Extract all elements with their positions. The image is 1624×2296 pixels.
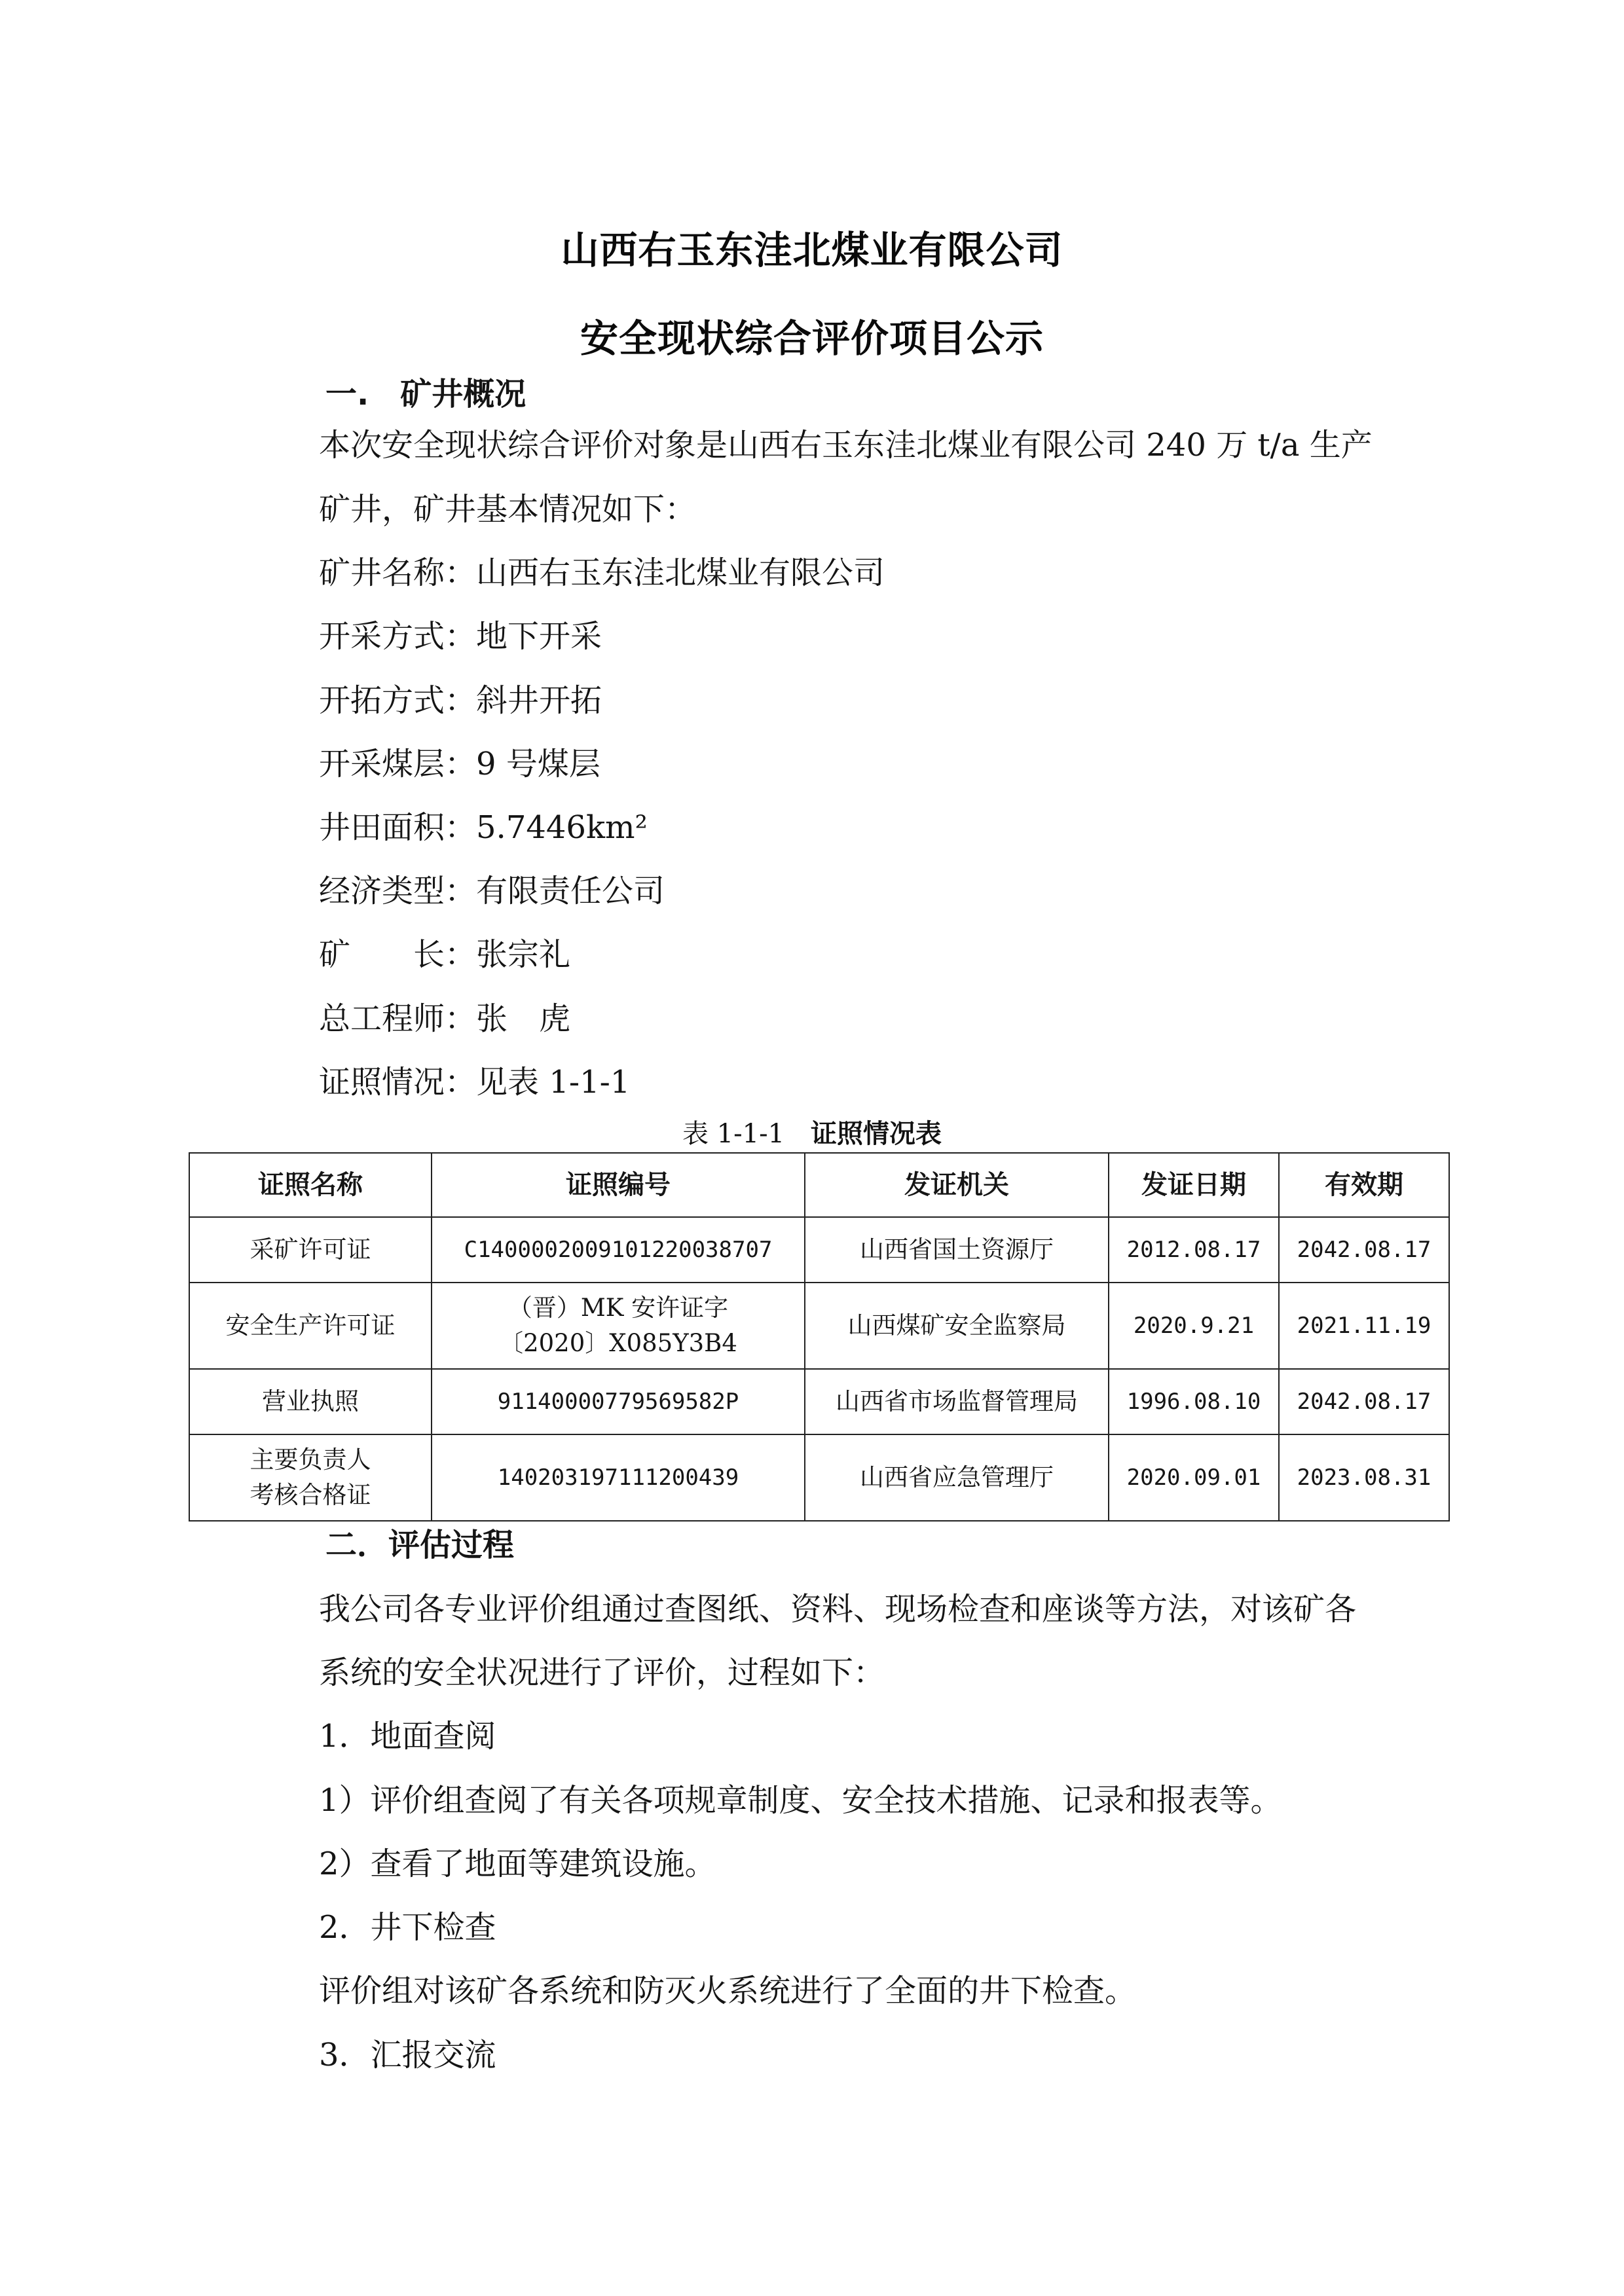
cell-license-number: 140203197111200439 <box>432 1434 805 1521</box>
field-value: 地下开采 <box>476 618 602 655</box>
cell-license-number: 91140000779569582P <box>432 1369 805 1434</box>
cell-license-name: 安全生产许可证 <box>189 1283 432 1369</box>
table-caption <box>0 1113 1624 1150</box>
field-value: 5.7446km² <box>476 809 648 846</box>
field-label: 矿井名称： <box>319 555 477 591</box>
field-mine-area <box>319 808 648 847</box>
cell-license-name: 营业执照 <box>189 1369 432 1434</box>
field-mine-name <box>319 553 885 592</box>
field-value: 张宗礼 <box>476 936 571 973</box>
cell-issuing-authority: 山西省国土资源厅 <box>805 1217 1109 1283</box>
field-label: 证照情况： <box>319 1064 477 1101</box>
cell-issuing-authority: 山西煤矿安全监察局 <box>805 1283 1109 1369</box>
header-license-name: 证照名称 <box>189 1153 432 1217</box>
cell-issue-date: 2020.9.21 <box>1109 1283 1279 1369</box>
cell-issuing-authority: 山西省应急管理厅 <box>805 1434 1109 1521</box>
item3-title: 3．汇报交流 <box>319 2037 496 2073</box>
cell-issuing-authority: 山西省市场监督管理局 <box>805 1369 1109 1434</box>
document-title: 山西右玉东洼北煤业有限公司 <box>561 228 1063 272</box>
item1-title: 1．地面查阅 <box>319 1718 496 1755</box>
field-label: 经济类型： <box>319 873 477 909</box>
table-row <box>189 1283 1449 1369</box>
field-licenses <box>319 1063 630 1102</box>
cell-issue-date: 1996.08.10 <box>1109 1369 1279 1434</box>
field-label: 开拓方式： <box>319 682 477 719</box>
field-label: 矿 长： <box>319 936 477 973</box>
field-value: 9 号煤层 <box>476 746 600 782</box>
field-coal-seam <box>319 744 600 784</box>
field-value: 山西右玉东洼北煤业有限公司 <box>476 555 885 591</box>
header-valid-until: 有效期 <box>1279 1153 1449 1217</box>
cell-valid-until: 2021.11.19 <box>1279 1283 1449 1369</box>
header-issuing-authority: 发证机关 <box>805 1153 1109 1217</box>
table-header-row <box>189 1153 1449 1217</box>
field-label: 井田面积： <box>319 809 477 846</box>
field-mine-manager <box>319 935 570 974</box>
field-label: 开采煤层： <box>319 746 477 782</box>
section1-intro-line1: 本次安全现状综合评价对象是山西右玉东洼北煤业有限公司 240 万 t/a 生产 <box>319 427 1373 464</box>
field-label: 总工程师： <box>319 1000 477 1037</box>
table-caption-title: 证照情况表 <box>811 1119 942 1149</box>
field-value: 有限责任公司 <box>476 873 665 909</box>
cell-license-name: 采矿许可证 <box>189 1217 432 1283</box>
table-caption-number: 表 1-1-1 <box>682 1119 785 1149</box>
section2-heading: 二．评估过程 <box>325 1527 515 1563</box>
cell-issue-date: 2012.08.17 <box>1109 1217 1279 1283</box>
document-subtitle: 安全现状综合评价项目公示 <box>580 316 1044 361</box>
table-row <box>189 1369 1449 1434</box>
field-development-method <box>319 681 602 720</box>
cell-valid-until: 2042.08.17 <box>1279 1217 1449 1283</box>
field-value: 见表 1-1-1 <box>476 1064 631 1101</box>
field-economic-type <box>319 871 665 911</box>
table-row <box>189 1434 1449 1521</box>
cell-license-number: C1400002009101220038707 <box>432 1217 805 1283</box>
field-value: 张 虎 <box>476 1000 571 1037</box>
item1-sub2: 2）查看了地面等建筑设施。 <box>319 1846 716 1882</box>
item1-sub1: 1）评价组查阅了有关各项规章制度、安全技术措施、记录和报表等。 <box>319 1782 1282 1819</box>
cell-license-name: 主要负责人 考核合格证 <box>189 1434 432 1521</box>
license-table <box>189 1152 1450 1522</box>
cell-valid-until: 2023.08.31 <box>1279 1434 1449 1521</box>
item2-title: 2．井下检查 <box>319 1909 496 1946</box>
field-mining-method <box>319 617 602 656</box>
section2-intro-line1: 我公司各专业评价组通过查图纸、资料、现场检查和座谈等方法，对该矿各 <box>319 1591 1357 1628</box>
section1-intro-line2: 矿井，矿井基本情况如下： <box>319 491 697 528</box>
field-label: 开采方式： <box>319 618 477 655</box>
section1-heading: 一. 矿井概况 <box>325 376 526 412</box>
section2-intro-line2: 系统的安全状况进行了评价，过程如下： <box>319 1654 885 1691</box>
header-issue-date: 发证日期 <box>1109 1153 1279 1217</box>
cell-license-number: （晋）MK 安许证字 〔2020〕X085Y3B4 <box>432 1283 805 1369</box>
table-row <box>189 1217 1449 1283</box>
cell-issue-date: 2020.09.01 <box>1109 1434 1279 1521</box>
header-license-number: 证照编号 <box>432 1153 805 1217</box>
field-chief-engineer <box>319 999 570 1038</box>
item2-text: 评价组对该矿各系统和防灭火系统进行了全面的井下检查。 <box>319 1973 1137 2009</box>
cell-valid-until: 2042.08.17 <box>1279 1369 1449 1434</box>
field-value: 斜井开拓 <box>476 682 602 719</box>
